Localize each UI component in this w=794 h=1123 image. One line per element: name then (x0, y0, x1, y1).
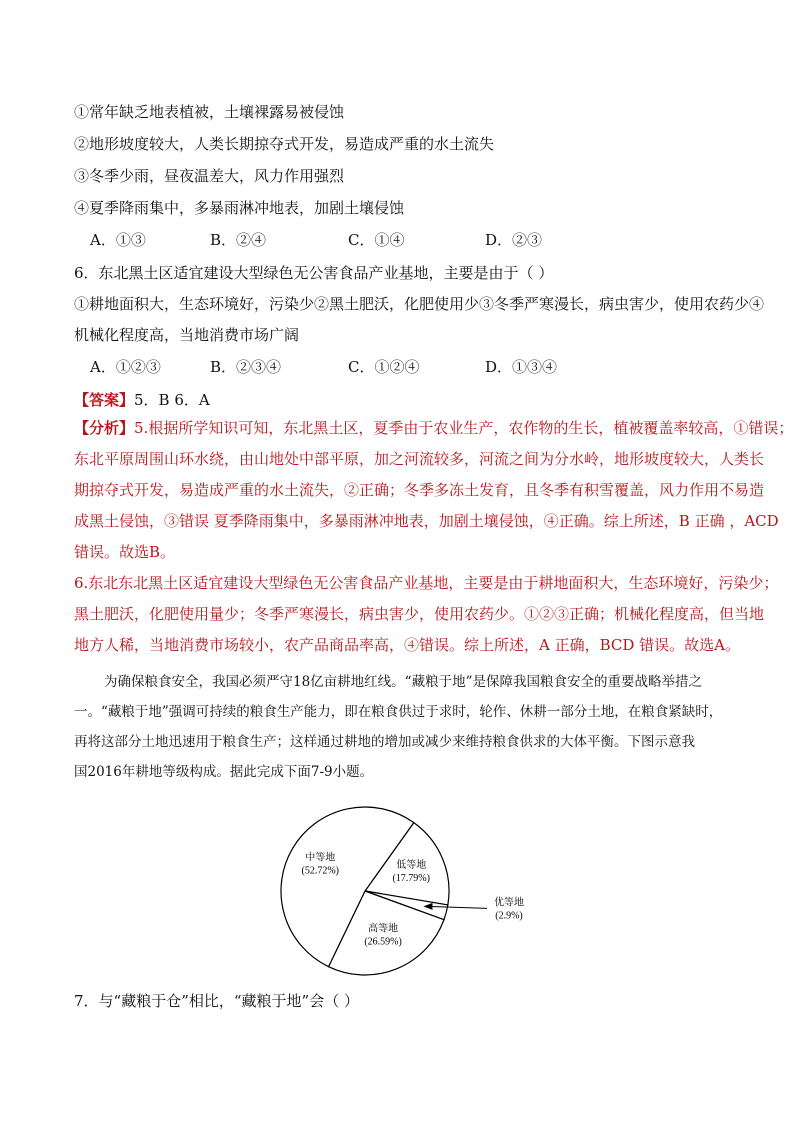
analysis-line-1 (74, 413, 794, 444)
q5-option-a: A．①③ (90, 231, 146, 249)
passage (74, 667, 734, 787)
answer-tag: 【答案】 (74, 391, 135, 409)
analysis5-text-2: 东北平原周围山环水绕，由山地处中部平原，加之河流较多，河流之间为分水岭，地形坡度较大，人类长 (74, 450, 765, 468)
pie-slices (281, 807, 449, 975)
q5-statement-1: ①常年缺乏地表植被，土壤裸露易被侵蚀 (74, 103, 345, 121)
q6-option-b: B．②③④ (210, 358, 282, 376)
q6-stem: 6．东北黑土区适宜建设大型绿色无公害食品产业基地，主要是由于（ ） (74, 264, 554, 282)
q6-statement-1: ①耕地面积大，生态环境好，污染少②黑土肥沃，化肥使用少③冬季严寒漫长，病虫害少，使用农药少④ (74, 295, 765, 313)
farmland-grade-pie-chart (280, 800, 550, 990)
q5-option-c: C．①④ (348, 231, 405, 249)
q5-option-d: D．②③ (485, 231, 543, 249)
analysis5-text-4: 成黑土侵蚀，③错误 夏季降雨集中，多暴雨淋冲地表，加剧土壤侵蚀，④正确。综上所述，B 正确 ，ACD (74, 512, 779, 530)
analysis6-text-1: 6.东北东北黑土区适宜建设大型绿色无公害食品产业基地，主要是由于耕地面积大，生态环境好，污染少； (74, 574, 779, 592)
passage-line-4: 国2016年耕地等级构成。据此完成下面7-9小题。 (74, 764, 374, 780)
slice-value-gaodengdi: (26.59%) (364, 936, 402, 948)
answer-text: 5．B 6．A (134, 391, 210, 409)
passage-line-2: 一。“藏粮于地”强调可持续的粮食生产能力，即在粮食供过于求时，轮作、休耕一部分土地，在粮食紧缺时， (74, 704, 723, 720)
slice-value-didengdi: (17.79%) (392, 872, 430, 884)
q6-option-a: A．①②③ (90, 358, 161, 376)
slice-label-youdengdi: 优等地 (494, 897, 524, 909)
q6-option-d: D．①③④ (485, 358, 558, 376)
analysis-block (74, 413, 794, 661)
analysis6-text-2: 黑土肥沃，化肥使用量少；冬季严寒漫长，病虫害少，使用农药少。①②③正确；机械化程度高，但当地 (74, 605, 765, 623)
analysis6-text-3: 地方人稀，当地消费市场较小，农产品商品率高，④错误。综上所述，A 正确，BCD 错误。故选A。 (74, 636, 741, 654)
slice-label-didengdi: 低等地 (396, 859, 427, 871)
passage-line-1: 为确保粮食安全，我国必须严守18亿亩耕地红线。“藏粮于地”是保障我国粮食安全的重要战略举措之 (104, 674, 702, 690)
analysis-tag: 【分析】 (74, 419, 135, 437)
slice-value-youdengdi: (2.9%) (495, 910, 523, 922)
q6-statement-2: 机械化程度高，当地消费市场广阔 (74, 326, 300, 344)
answer-line (74, 389, 210, 410)
q5-statement-3: ③冬季少雨，昼夜温差大，风力作用强烈 (74, 167, 345, 185)
q6-option-c: C．①②④ (348, 358, 420, 376)
analysis5-text-3: 期掠夺式开发，易造成严重的水土流失，②正确；冬季多冻土发育，且冬季有积雪覆盖，风力作用不易造 (74, 481, 765, 499)
slice-label-gaodengdi: 高等地 (368, 923, 399, 935)
passage-line-3: 再将这部分土地迅速用于粮食生产；这样通过耕地的增加或减少来维持粮食供求的大体平衡。下图示意我 (74, 734, 695, 750)
q7-stem: 7．与“藏粮于仓”相比，“藏粮于地”会（ ） (74, 992, 359, 1010)
analysis5-text-5: 错误。故选B。 (74, 543, 176, 561)
slice-value-zhongdengdi: (52.72%) (301, 865, 340, 877)
q5-statement-4: ④夏季降雨集中，多暴雨淋冲地表，加剧土壤侵蚀 (74, 199, 405, 217)
q5-statement-2: ②地形坡度较大，人类长期掠夺式开发，易造成严重的水土流失 (74, 135, 495, 153)
slice-label-zhongdengdi: 中等地 (305, 852, 336, 864)
analysis5-text-1: 5.根据所学知识可知，东北黑土区，夏季由于农业生产，农作物的生长，植被覆盖率较高，①错误； (134, 419, 794, 437)
q5-option-b: B．②④ (210, 231, 267, 249)
